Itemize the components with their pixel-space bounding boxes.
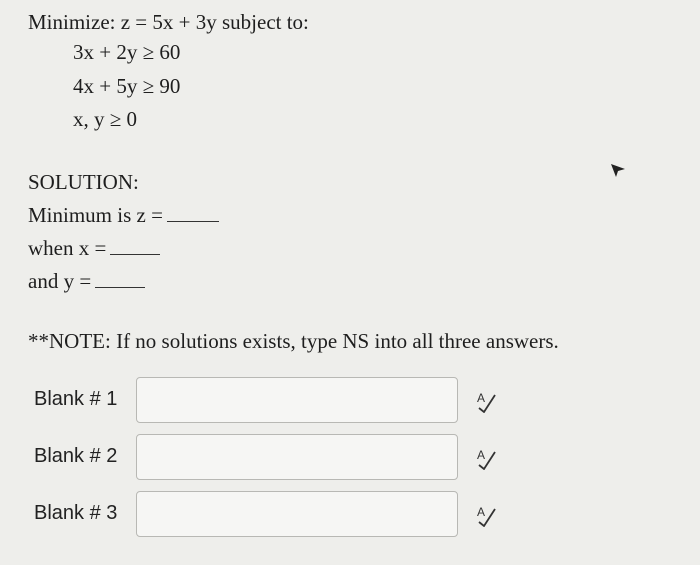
mouse-pointer-icon bbox=[610, 162, 626, 178]
solution-y-label: and y = bbox=[28, 269, 92, 293]
spellcheck-icon[interactable] bbox=[475, 389, 499, 413]
blank-3-input[interactable] bbox=[136, 491, 458, 537]
constraint-3: x, y ≥ 0 bbox=[73, 107, 138, 131]
solution-heading: SOLUTION: bbox=[28, 170, 139, 194]
svg-text:A: A bbox=[477, 391, 486, 405]
spellcheck-icon[interactable] bbox=[475, 446, 499, 470]
blank-2-input[interactable] bbox=[136, 434, 458, 480]
solution-line-z bbox=[28, 203, 219, 228]
note-text: **NOTE: If no solutions exists, type NS into all three answers. bbox=[28, 329, 559, 353]
blank-2-label: Blank # 2 bbox=[34, 445, 118, 467]
svg-text:A: A bbox=[477, 448, 486, 462]
constraint-1: 3x + 2y ≥ 60 bbox=[73, 40, 181, 64]
solution-line-y bbox=[28, 269, 145, 294]
blank-1-label: Blank # 1 bbox=[34, 388, 118, 410]
solution-line-x bbox=[28, 236, 160, 261]
x-blank-line bbox=[110, 253, 160, 255]
blank-3-label: Blank # 3 bbox=[34, 502, 118, 524]
blank-1-input[interactable] bbox=[136, 377, 458, 423]
z-blank-line bbox=[167, 220, 219, 222]
objective-text: Minimize: z = 5x + 3y subject to: bbox=[28, 10, 309, 34]
solution-x-label: when x = bbox=[28, 236, 107, 260]
y-blank-line bbox=[95, 286, 145, 288]
spellcheck-icon[interactable] bbox=[475, 503, 499, 527]
solution-z-label: Minimum is z = bbox=[28, 203, 163, 227]
constraint-2: 4x + 5y ≥ 90 bbox=[73, 74, 181, 98]
svg-text:A: A bbox=[477, 505, 486, 519]
